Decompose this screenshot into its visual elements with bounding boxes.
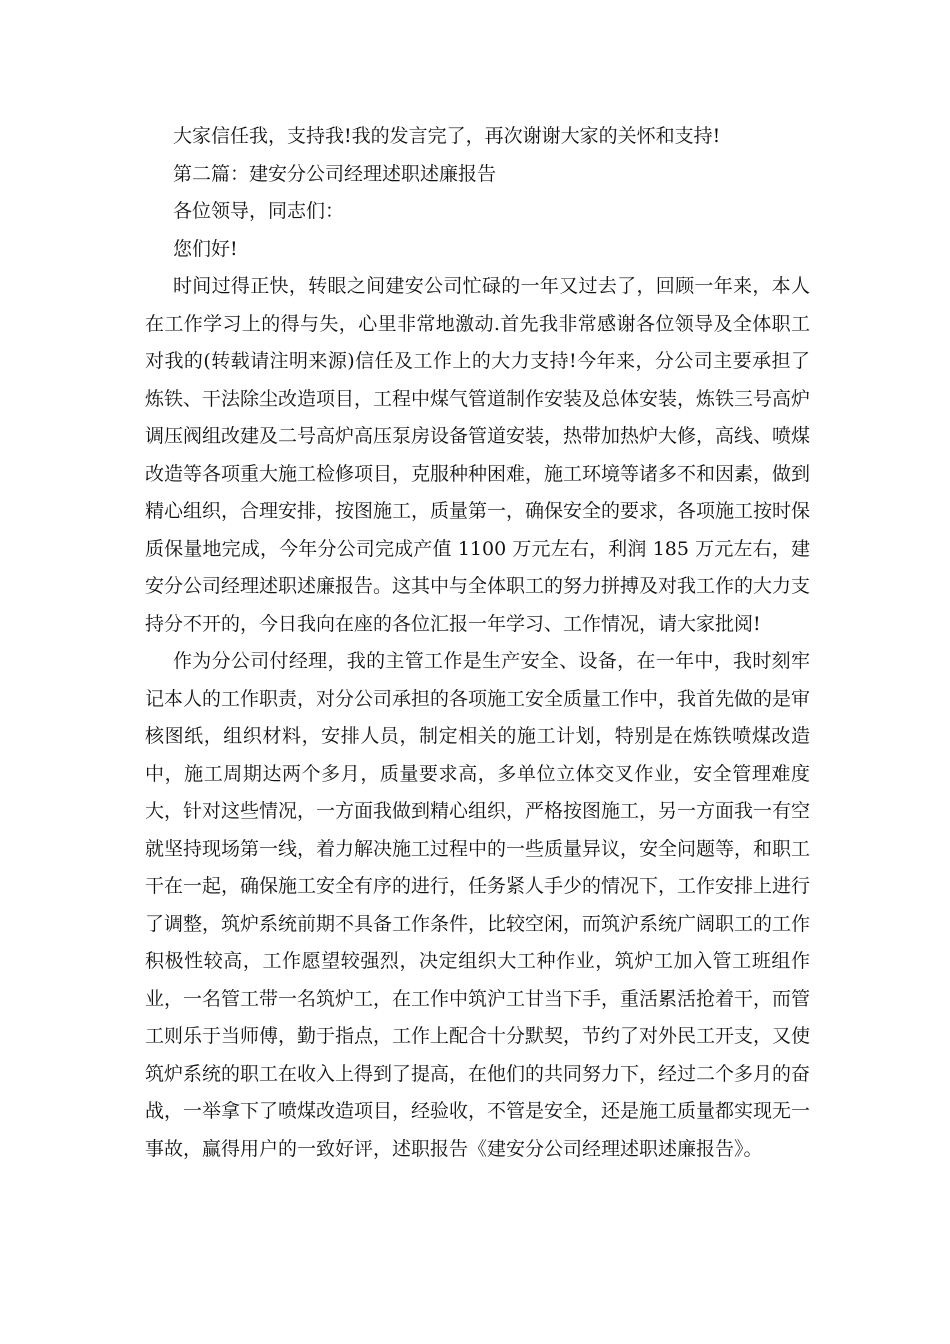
body-paragraph: 作为分公司付经理，我的主管工作是生产安全、设备，在一年中，我时刻牢记本人的工作职责，对分公司承担的各项施工安全质量工作中，我首先做的是审核图纸，组织材料，安排人员，制定相关的施工计划，特别是在炼铁喷煤改造中，施工周期达两个多月，质量要求高，多单位立体交叉作业，安全管理难度大，针对这些情况，一方面我做到精心组织，严格按图施工，另一方面我一有空就坚持现场第一线，着力解决施工过程中的一些质量异议，安全问题等，和职工干在一起，确保施工安全有序的进行，任务紧人手少的情况下，工作安排上进行了调整，筑炉系统前期不具备工作条件，比较空闲，而筑沪系统广阔职工的工作积极性较高，工作愿望较强烈，决定组织大工种作业，筑炉工加入管工班组作业，一名管工带一名筑炉工，在工作中筑沪工甘当下手，重活累活抢着干，而管工则乐于当师傅，勤于指点，工作上配合十分默契，节约了对外民工开支，又使筑炉系统的职工在收入上得到了提高，在他们的共同努力下，经过二个多月的奋战，一举拿下了喷煤改造项目，经验收，不管是安全，还是施工质量都实现无一事故，赢得用户的一致好评，述职报告《建安分公司经理述职述廉报告》。 <box>145 650 811 1160</box>
salutation: 各位领导，同志们： <box>173 200 345 222</box>
body-paragraph: 时间过得正快，转眼之间建安公司忙碌的一年又过去了，回顾一年来，本人在工作学习上的得与失，心里非常地激动.首先我非常感谢各位领导及全体职工对我的(转载请注明来源)信任及工作上的大力支持!今年来，分公司主要承担了炼铁、干法除尘改造项目，工程中煤气管道制作安装及总体安装，炼铁三号高炉调压阀组改建及二号高炉高压泵房设备管道安装，热带加热炉大修，高线、喷煤改造等各项重大施工检修项目，克服种种困难，施工环境等诸多不和因素，做到精心组织，合理安排，按图施工，质量第一，确保安全的要求，各项施工按时保质保量地完成，今年分公司完成产值 1100 万元左右，利润 185 万元左右，建安分公司经理述职述廉报告。这其中与全体职工的努力拼搏及对我工作的大力支持分不开的，今日我向在座的各位汇报一年学习、工作情况，请大家批阅! <box>145 275 811 635</box>
document-body <box>145 118 810 1168</box>
section-heading: 第二篇：建安分公司经理述职述廉报告 <box>173 162 497 185</box>
closing-paragraph: 大家信任我，支持我!我的发言完了，再次谢谢大家的关怀和支持! <box>173 125 721 147</box>
greeting: 您们好! <box>173 237 238 260</box>
